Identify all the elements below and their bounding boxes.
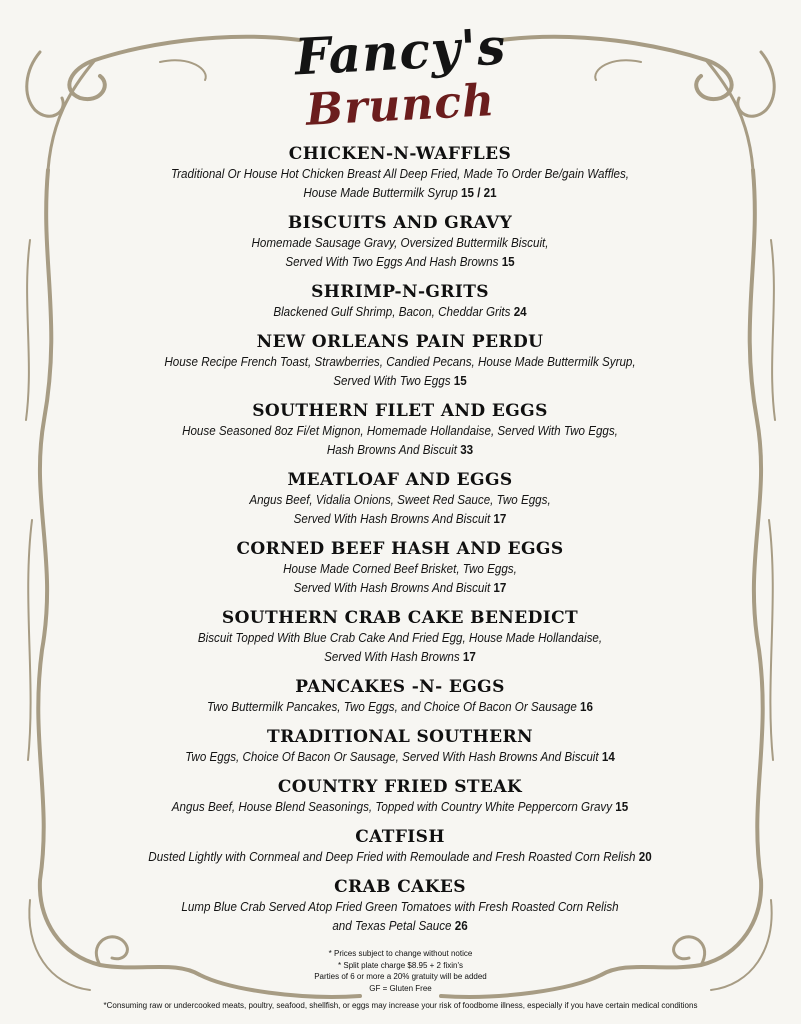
item-price: 15 / 21 (461, 186, 497, 200)
item-desc: Two Eggs, Choice Of Bacon Or Sausage, Served With Hash Browns And Biscuit 14 (185, 750, 615, 764)
note-line: * Prices subject to change without notice (328, 949, 473, 958)
item-name: SOUTHERN FILET AND EGGS (252, 401, 548, 421)
item-desc: Homemade Sausage Gravy, Oversized Buttermilk Biscuit, (251, 236, 549, 250)
menu-item (90, 676, 710, 717)
item-desc: and Texas Petal Sauce 26 (332, 919, 468, 933)
item-price: 17 (493, 581, 507, 595)
item-name: CATFISH (355, 827, 445, 847)
item-desc: Served With Hash Browns 17 (324, 650, 476, 664)
item-price: 24 (513, 305, 527, 319)
menu-title: Brunch (304, 75, 497, 136)
menu-list (90, 143, 710, 936)
item-name: MEATLOAF AND EGGS (287, 470, 513, 490)
item-name: PANCAKES -N- EGGS (295, 677, 505, 697)
item-price: 20 (638, 850, 652, 864)
food-safety-disclaimer: *Consuming raw or undercooked meats, poultry, seafood, shellfish, or eggs may increase your risk of foodbome illness, especially if you have certain medical conditions (103, 1001, 698, 1010)
item-desc: House Made Corned Beef Brisket, Two Eggs, (283, 562, 517, 576)
note-line: Parties of 6 or more a 20% gratuity will be added (314, 972, 487, 981)
item-desc: House Recipe French Toast, Strawberries, Candied Pecans, House Made Buttermilk Syrup, (164, 355, 636, 369)
item-name: TRADITIONAL SOUTHERN (267, 727, 533, 747)
item-name: CRAB CAKES (334, 877, 466, 897)
menu-item (90, 826, 710, 867)
menu-item (90, 876, 710, 936)
item-desc: Hash Browns And Biscuit 33 (326, 443, 474, 457)
item-desc: House Made Buttermilk Syrup 15 / 21 (303, 186, 497, 200)
menu-item (90, 469, 710, 529)
item-price: 17 (493, 512, 507, 526)
item-price: 26 (454, 919, 468, 933)
menu-item (90, 776, 710, 817)
item-desc: Angus Beef, House Blend Seasonings, Topped with Country White Peppercorn Gravy 15 (171, 800, 629, 814)
item-desc: Blackened Gulf Shrimp, Bacon, Cheddar Grits 24 (273, 305, 527, 319)
menu-item (90, 400, 710, 460)
item-name: CORNED BEEF HASH AND EGGS (236, 539, 564, 559)
item-name: BISCUITS AND GRAVY (287, 213, 513, 233)
menu-item (90, 538, 710, 598)
item-desc: Served With Two Eggs And Hash Browns 15 (285, 255, 515, 269)
menu-item (90, 726, 710, 767)
item-desc: Dusted Lightly with Cornmeal and Deep Fried with Remoulade and Fresh Roasted Corn Relish 20 (148, 850, 652, 864)
item-name: CHICKEN-N-WAFFLES (288, 144, 512, 164)
item-price: 15 (615, 800, 629, 814)
item-name: SOUTHERN CRAB CAKE BENEDICT (221, 608, 579, 628)
item-name: SHRIMP-N-GRITS (311, 282, 489, 302)
menu-notes (0, 948, 801, 994)
menu-item (90, 143, 710, 203)
item-desc: Traditional Or House Hot Chicken Breast All Deep Fried, Made To Order Be/gain Waffles, (170, 167, 630, 181)
item-price: 16 (580, 700, 593, 714)
item-price: 33 (460, 443, 474, 457)
item-desc: Lump Blue Crab Served Atop Fried Green Tomatoes with Fresh Roasted Corn Relish (181, 900, 619, 914)
item-desc: Served With Hash Browns And Biscuit 17 (293, 581, 507, 595)
menu-item (90, 281, 710, 322)
item-price: 15 (501, 255, 515, 269)
item-name: COUNTRY FRIED STEAK (277, 777, 523, 797)
menu-item (90, 212, 710, 272)
item-desc: Biscuit Topped With Blue Crab Cake And Fried Egg, House Made Hollandaise, (197, 631, 603, 645)
item-desc: Angus Beef, Vidalia Onions, Sweet Red Sauce, Two Eggs, (249, 493, 551, 507)
item-desc: Two Buttermilk Pancakes, Two Eggs, and Choice Of Bacon Or Sausage 16 (207, 700, 593, 714)
note-line: * Split plate charge $8.95 + 2 fixin's (338, 960, 463, 970)
note-line: GF = Gluten Free (369, 983, 432, 993)
menu-item (90, 607, 710, 667)
item-price: 14 (601, 750, 615, 764)
menu-item (90, 331, 710, 391)
item-name: NEW ORLEANS PAIN PERDU (256, 332, 544, 352)
brand-logo-title: Fancy's (293, 16, 508, 87)
item-desc: House Seasoned 8oz Fi/et Mignon, Homemade Hollandaise, Served With Two Eggs, (182, 424, 618, 438)
item-price: 15 (453, 374, 467, 388)
item-desc: Served With Hash Browns And Biscuit 17 (293, 512, 507, 526)
item-desc: Served With Two Eggs 15 (333, 374, 467, 388)
item-price: 17 (462, 650, 476, 664)
